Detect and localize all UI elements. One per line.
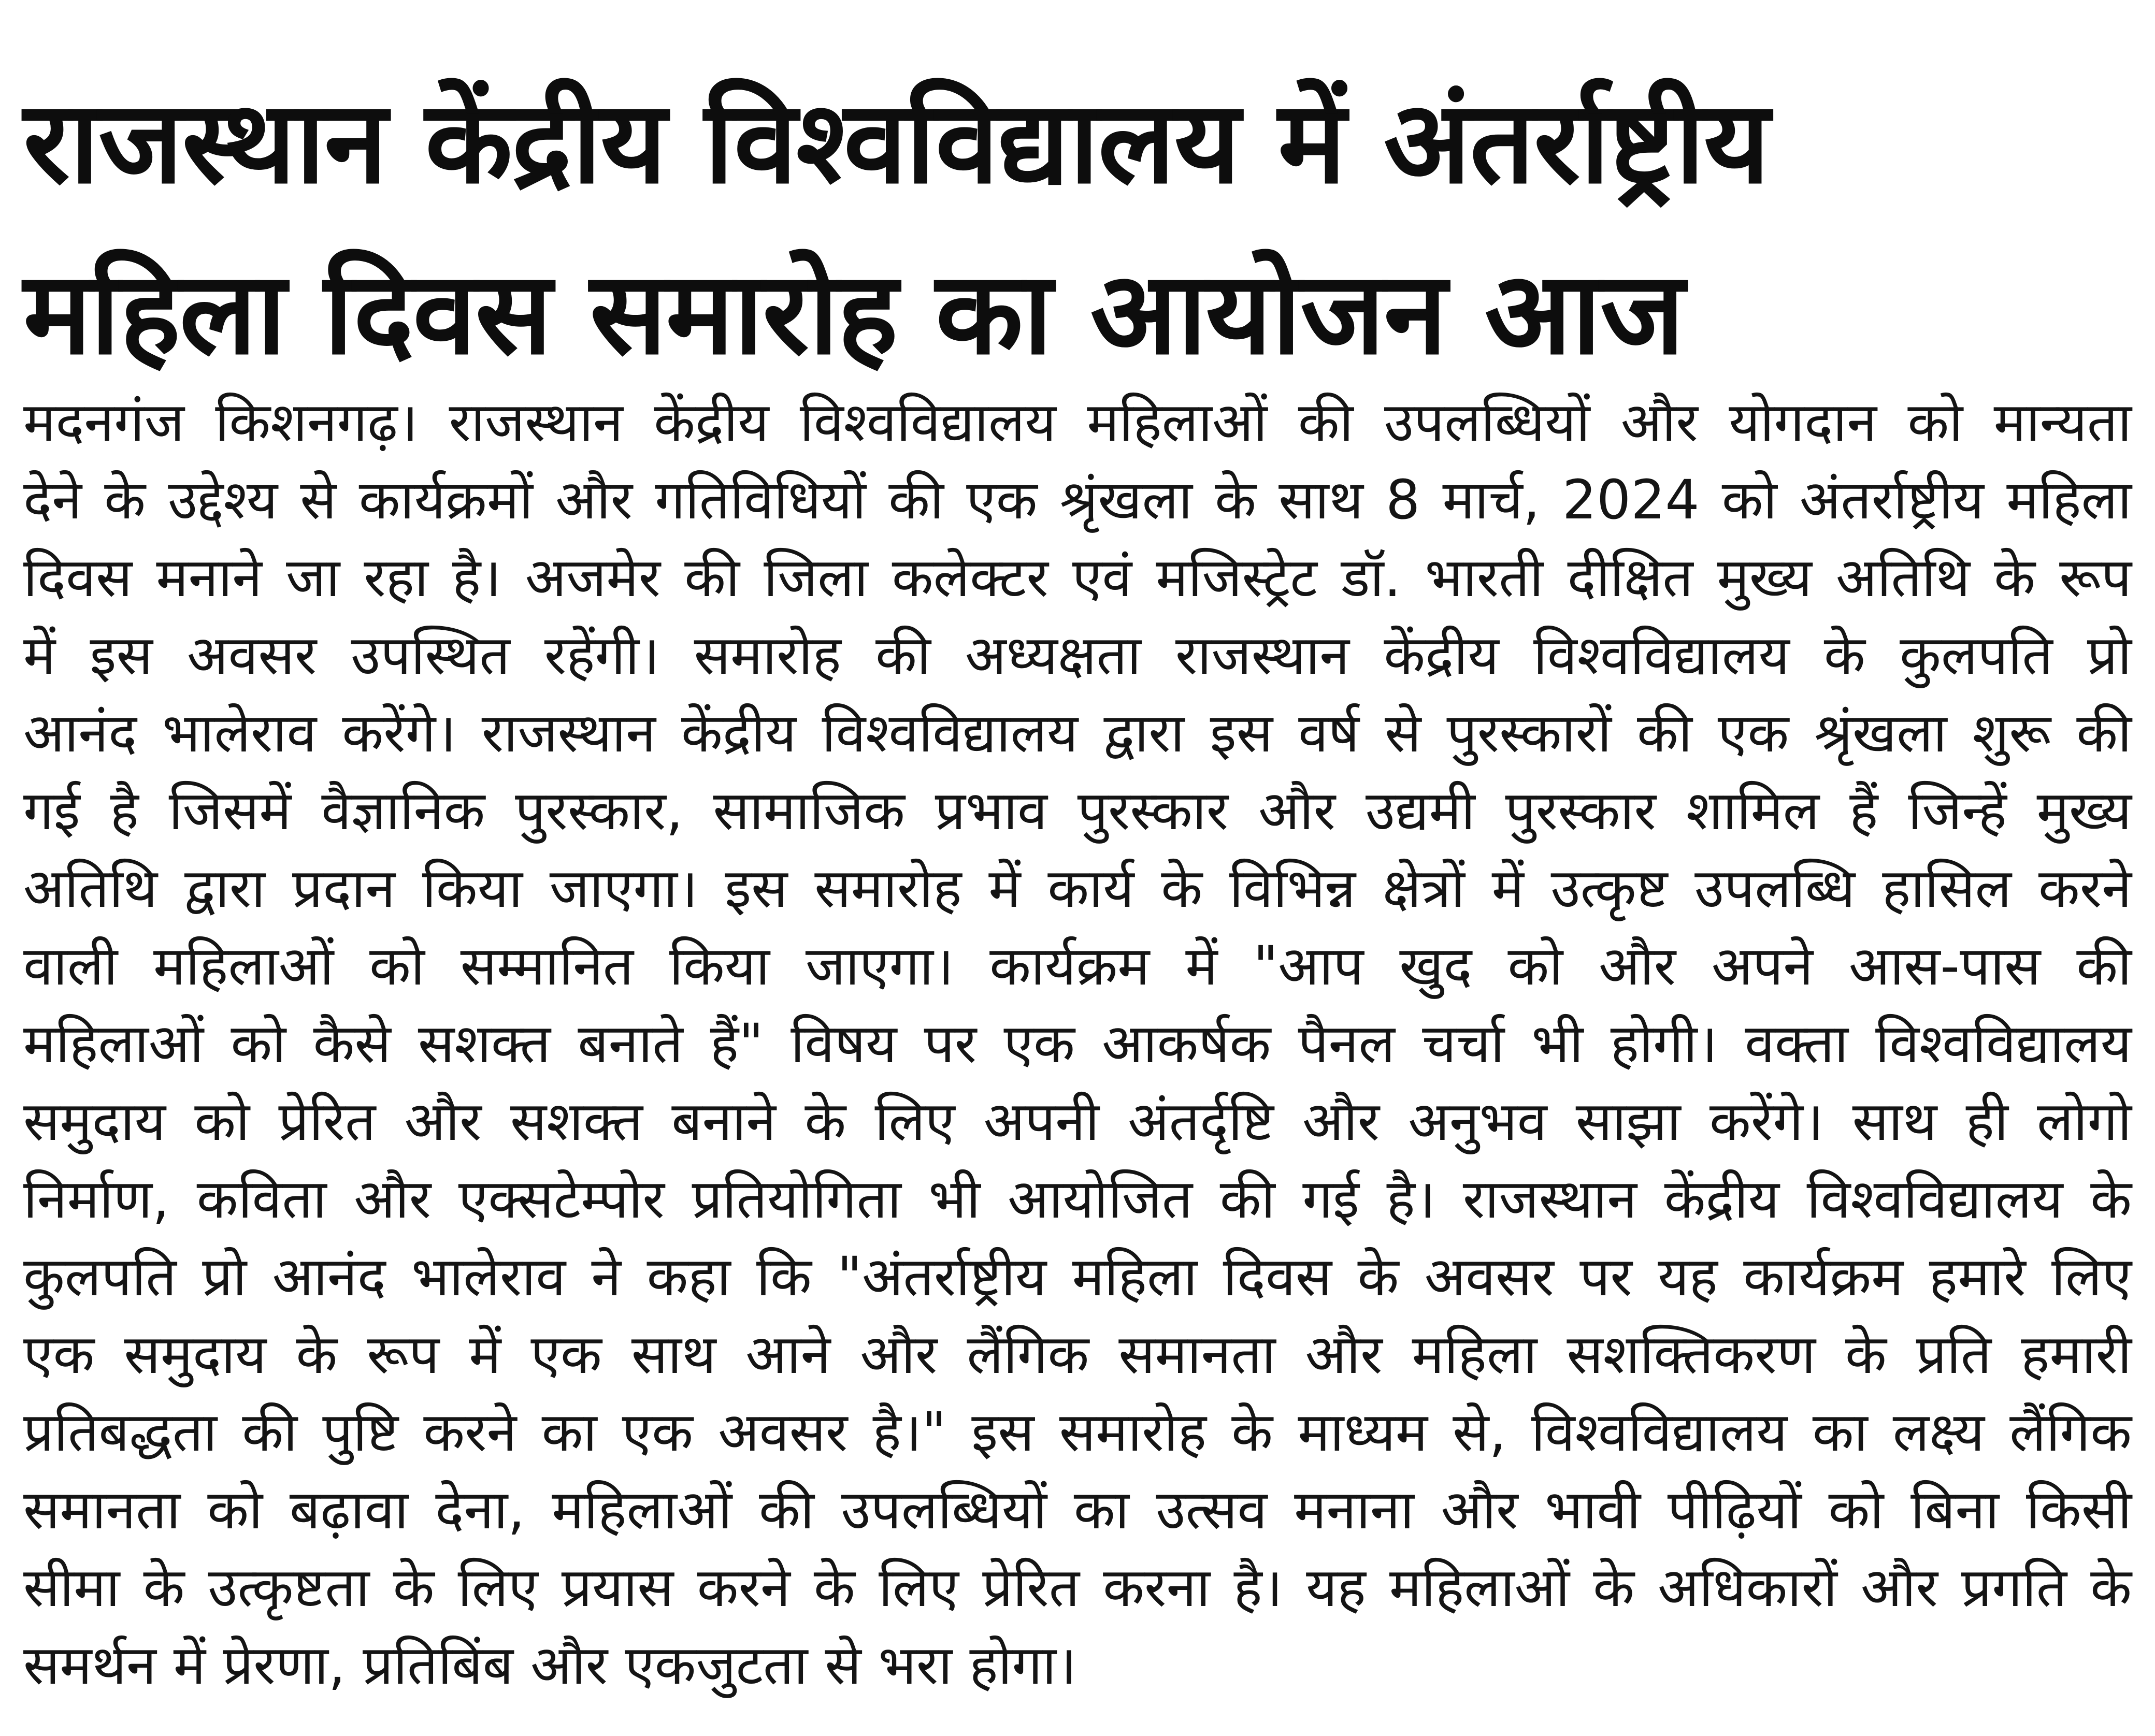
article-line: समानता को बढ़ावा देना, महिलाओं की उपलब्धियों का उत्सव मनाना और भावी पीढ़ियों को बिना किसी	[23, 1478, 2132, 1541]
article-line: सीमा के उत्कृष्टता के लिए प्रयास करने के लिए प्रेरित करना है। यह महिलाओं के अधिकारों और प्रगति के	[23, 1556, 2132, 1619]
article-line: अतिथि द्वारा प्रदान किया जाएगा। इस समारोह में कार्य के विभिन्न क्षेत्रों में उत्कृष्ट उपलब्धि हासिल करने	[23, 857, 2132, 920]
article-line: मदनगंज किशनगढ़। राजस्थान केंद्रीय विश्वविद्यालय महिलाओं की उपलब्धियों और योगदान को मान्यता	[23, 390, 2132, 454]
headline-line-2: महिला दिवस समारोह का आयोजन आज	[23, 247, 1684, 380]
article-line: गई है जिसमें वैज्ञानिक पुरस्कार, सामाजिक प्रभाव पुरस्कार और उद्यमी पुरस्कार शामिल हैं जिन्हें मुख्य	[23, 779, 2132, 842]
article-line: समर्थन में प्रेरणा, प्रतिबिंब और एकजुटता से भरा होगा।	[23, 1633, 1077, 1697]
article-line: में इस अवसर उपस्थित रहेंगी। समारोह की अध्यक्षता राजस्थान केंद्रीय विश्वविद्यालय के कुलपति प्रो	[23, 624, 2132, 687]
article-line: देने के उद्देश्य से कार्यक्रमों और गतिविधियों की एक श्रृंखला के साथ 8 मार्च, 2024 को अंतर्राष्ट्रीय महिला	[23, 468, 2132, 531]
article-line: आनंद भालेराव करेंगे। राजस्थान केंद्रीय विश्वविद्यालय द्वारा इस वर्ष से पुरस्कारों की एक श्रृंखला शुरू की	[23, 701, 2132, 764]
article-line: एक समुदाय के रूप में एक साथ आने और लैंगिक समानता और महिला सशक्तिकरण के प्रति हमारी	[23, 1323, 2132, 1386]
article-line: महिलाओं को कैसे सशक्त बनाते हैं" विषय पर एक आकर्षक पैनल चर्चा भी होगी। वक्ता विश्वविद्यालय	[23, 1012, 2132, 1075]
article-line: समुदाय को प्रेरित और सशक्त बनाने के लिए अपनी अंतर्दृष्टि और अनुभव साझा करेंगे। साथ ही लोगो	[23, 1090, 2132, 1153]
article-line: दिवस मनाने जा रहा है। अजमेर की जिला कलेक्टर एवं मजिस्ट्रेट डॉ. भारती दीक्षित मुख्य अतिथि के रूप	[23, 546, 2132, 609]
article-body	[23, 383, 2132, 1704]
article-line: कुलपति प्रो आनंद भालेराव ने कहा कि "अंतर्राष्ट्रीय महिला दिवस के अवसर पर यह कार्यक्रम हमारे लिए	[23, 1245, 2132, 1308]
headline	[23, 57, 2134, 399]
headline-line-1: राजस्थान केंद्रीय विश्वविद्यालय में अंतर्राष्ट्रीय	[23, 76, 1769, 209]
article-line: वाली महिलाओं को सम्मानित किया जाएगा। कार्यक्रम में "आप खुद को और अपने आस-पास की	[23, 934, 2132, 997]
article-line: निर्माण, कविता और एक्सटेम्पोर प्रतियोगिता भी आयोजित की गई है। राजस्थान केंद्रीय विश्वविद्यालय के	[23, 1167, 2132, 1231]
article-line: प्रतिबद्धता की पुष्टि करने का एक अवसर है।" इस समारोह के माध्यम से, विश्वविद्यालय का लक्ष्य लैंगिक	[23, 1400, 2132, 1464]
